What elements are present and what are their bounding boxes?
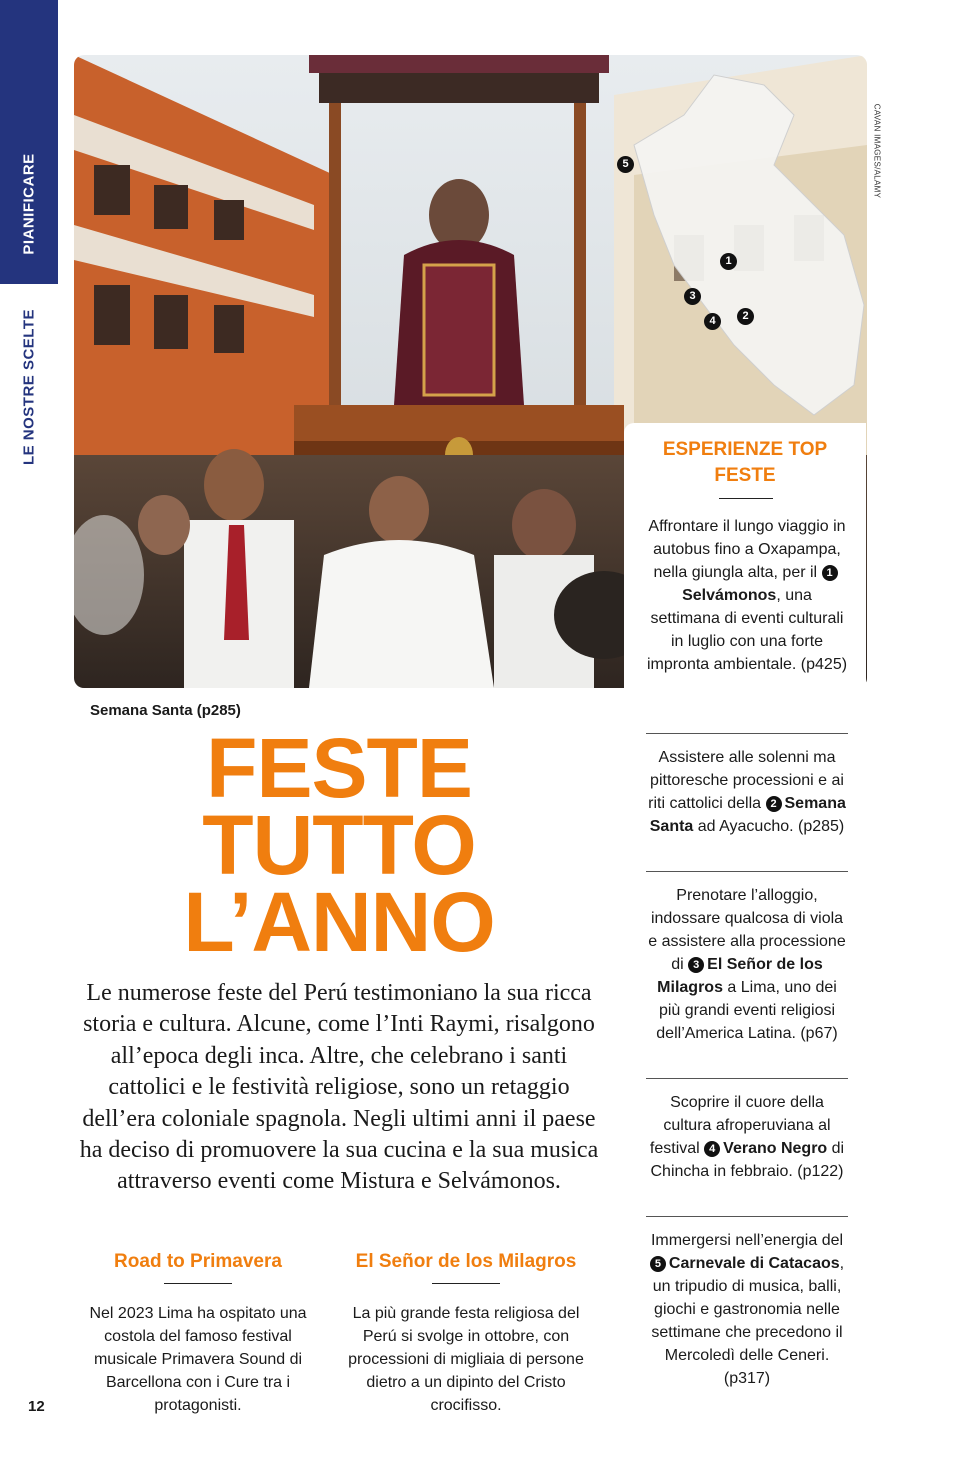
number-marker: 4 [704, 1141, 720, 1157]
photo-credit-text: CAVAN IMAGES/ALAMY [872, 103, 882, 199]
photo-caption: Semana Santa (p285) [90, 702, 241, 719]
item-text: Affrontare il lungo viaggio in autobus fino a Oxapampa, nella giungla alta, per il [648, 518, 846, 581]
page-number: 12 [28, 1398, 45, 1415]
intro-paragraph: Le numerose feste del Perú testimoniano la sua ricca storia e cultura. Alcune, come l’Inti Raymi, risalgono all’epoca degli inca. Altre, che celebrano i santi cattolici e le festività religiose, sono un retaggio dell’era coloniale spagnola. Negli ultimi anni il paese ha deciso di promuovere la sua cucina e la sua musica attraverso eventi come Mistura e Selvámonos. [79, 980, 599, 1195]
map-marker: 2 [737, 308, 754, 325]
sidebar-title-line: FESTE [714, 465, 776, 486]
heading-divider [164, 1283, 232, 1284]
number-marker: 5 [650, 1256, 666, 1272]
item-highlight: El Señor de los Milagros [657, 956, 823, 996]
feature-text: La più grande festa religiosa del Perú si svolge in ottobre, con processioni di migliaia di persone dietro a un dipinto del Cristo crocifisso. [348, 1305, 584, 1414]
photo-credit [870, 92, 884, 210]
title-line: TUTTO [202, 798, 476, 892]
sidebar-title-divider [719, 498, 773, 499]
number-marker: 2 [766, 796, 782, 812]
experience-item [646, 746, 848, 838]
map-marker: 5 [617, 156, 634, 173]
sidebar-title [624, 437, 866, 489]
item-text: Assistere alle solenni ma pittoresche processioni e ai riti cattolici della [648, 749, 844, 812]
feature-text: Nel 2023 Lima ha ospitato una costola del famoso festival musicale Primavera Sound di Barcellona con i Cure tra i protagonisti. [89, 1305, 307, 1414]
section-tab [0, 0, 58, 284]
feature-column [73, 1250, 323, 1417]
item-highlight: Selvámonos [682, 587, 777, 604]
item-text: Immergersi nell’energia del [650, 1232, 844, 1249]
item-highlight: Carnevale di Catacaos [668, 1255, 840, 1272]
map-marker: 1 [720, 253, 737, 270]
experience-item [646, 1229, 848, 1390]
chapter-tab [0, 284, 58, 489]
item-text: , un tripudio di musica, balli, giochi e gastronomia nelle settimane che precedono il Mercoledì delle Ceneri. (p317) [651, 1255, 845, 1387]
item-separator [646, 1216, 848, 1217]
experience-item [646, 515, 848, 676]
section-tab-label: PIANIFICARE [20, 153, 38, 255]
item-text: di Chincha in febbraio. (p122) [650, 1140, 845, 1180]
feature-heading: El Señor de los Milagros [355, 1251, 577, 1272]
item-separator [646, 871, 848, 872]
map-marker: 3 [684, 288, 701, 305]
item-highlight: Verano Negro [723, 1140, 828, 1157]
item-text: ad Ayacucho. (p285) [693, 818, 845, 835]
chapter-tab-label: LE NOSTRE SCELTE [20, 308, 38, 465]
feature-heading: Road to Primavera [114, 1251, 282, 1272]
experience-item [646, 1091, 848, 1183]
item-text: , una settimana di eventi culturali in luglio con una forte impronta ambientale. (p425) [646, 587, 848, 673]
title-line: FESTE [206, 721, 472, 815]
sidebar-title-line: ESPERIENZE TOP [662, 439, 828, 460]
page-title [74, 721, 604, 969]
item-text: a Lima, uno dei più grandi eventi religiosi dell’America Latina. (p67) [656, 979, 838, 1042]
item-text: Prenotare l’alloggio, indossare qualcosa di viola e assistere alla processione di [648, 887, 846, 973]
number-marker: 3 [688, 957, 704, 973]
item-text: Scoprire il cuore della cultura afroperuviana al festival [649, 1094, 831, 1157]
item-separator [646, 1078, 848, 1079]
item-highlight: Semana Santa [649, 795, 846, 835]
heading-divider [432, 1283, 500, 1284]
map-marker: 4 [704, 313, 721, 330]
title-line: L’ANNO [183, 875, 495, 969]
number-marker: 1 [822, 565, 838, 581]
item-separator [646, 733, 848, 734]
experience-item [646, 884, 848, 1045]
feature-column [341, 1250, 591, 1417]
